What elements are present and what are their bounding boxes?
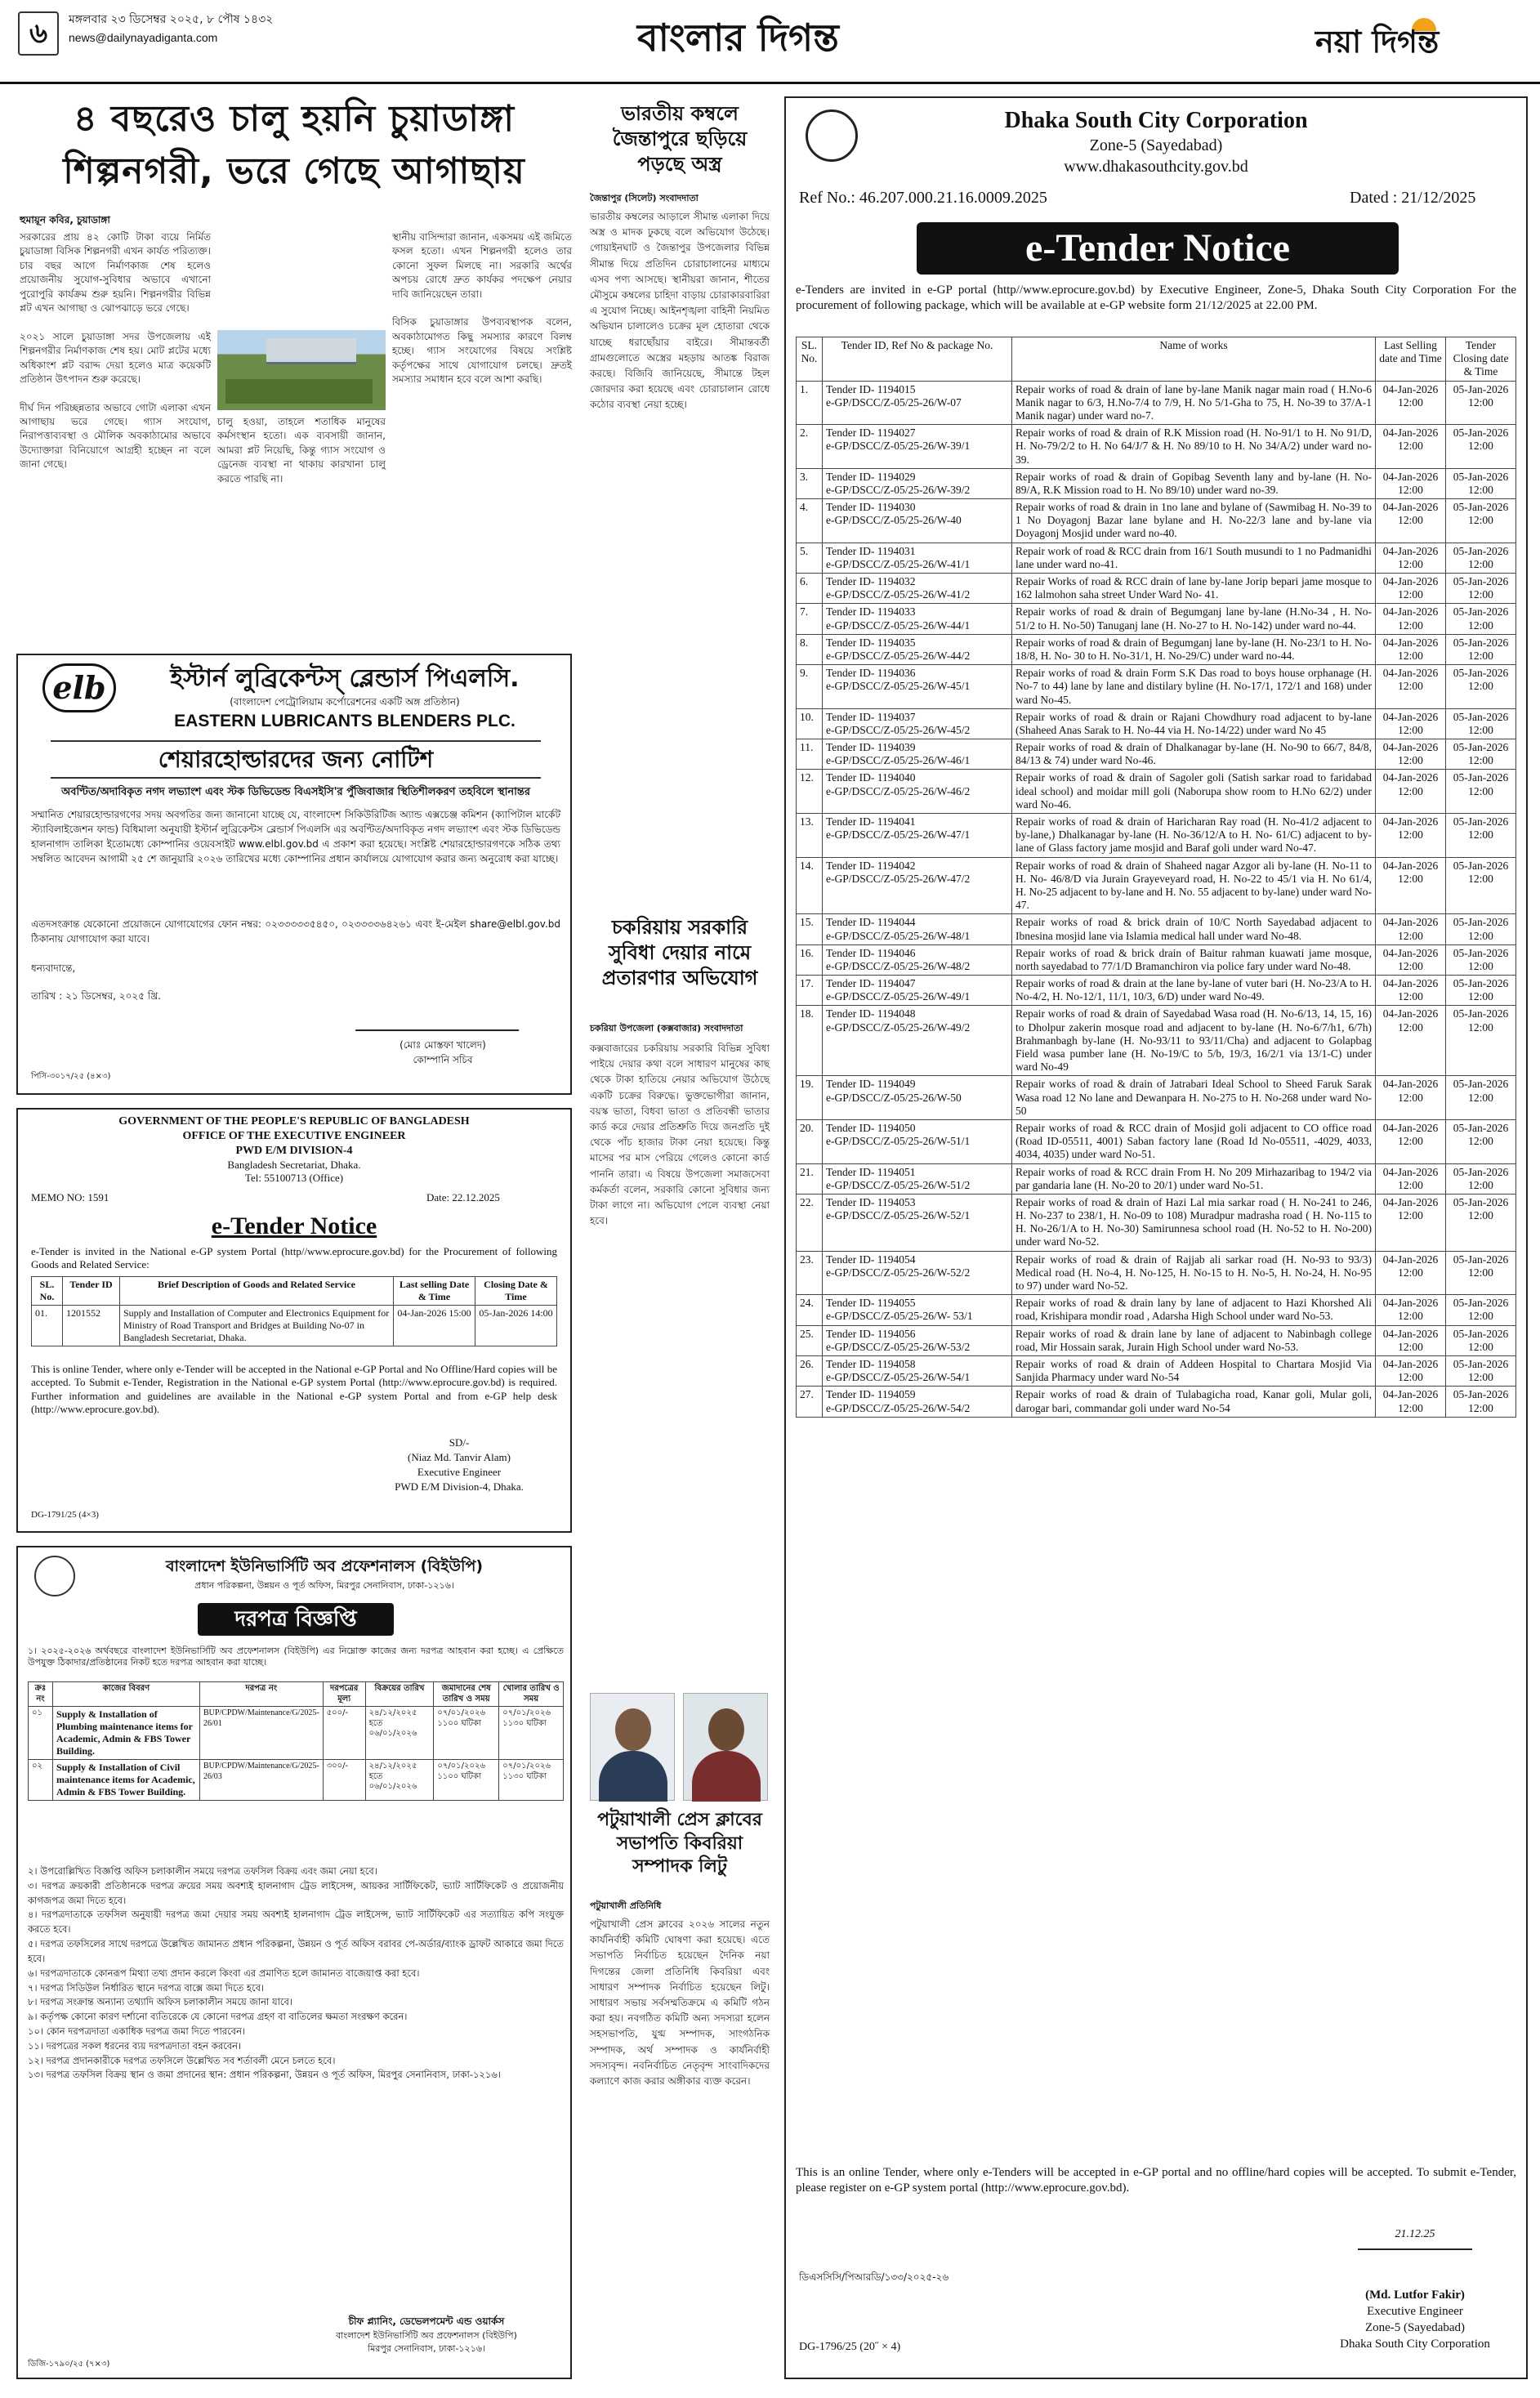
mid3-byline: পটুয়াখালী প্রতিনিধি	[590, 1900, 662, 1911]
header-rule	[0, 82, 1540, 84]
table-header: Tender Closing date & Time	[1446, 337, 1516, 382]
pwd-sign-div: PWD E/M Division-4, Dhaka.	[395, 1480, 524, 1493]
mid3-body: পটুয়াখালী প্রেস ক্লাবের ২০২৬ সালের নতুন কার্যনির্বাহী কমিটি ঘোষণা করা হয়েছে। এতে সভাপতি নির্বাচিত হয়েছেন দৈনিক নয়া দিগন্তের জেলা প্রতিনিধি কিবরিয়া এবং সাধারণ সম্পাদক নির্বাচিত হয়েছেন লিটু। সাধারণ সভায় সর্বসম্মতিক্রমে এ কমিটি গঠন করা হয়। নবগঠিত কমিটি অন্য সদস্যরা হলেন সহসভাপতি, যুগ্ম সম্পাদক, সাংগঠনিক সম্পাদক, অর্থ সম্পাদক ও কার্যনির্বাহী সদস্যবৃন্দ। নবনির্বাচিত নেতৃবৃন্দ সাংবাদিকদের কল্যাণে কাজ করার অঙ্গীকার ব্যক্ত করেন।	[590, 1918, 770, 2087]
pwd-tel: Tel: 55100713 (Office)	[244, 1172, 344, 1184]
bup-term: ৬। দরপত্রদাতাকে কোনরূপ মিথ্যা তথ্য প্রদান করলে কিংবা এর প্রমাণিত হলে জামানত বাজেয়াপ্ত করা হবে।	[28, 1967, 420, 1979]
dscc-web: www.dhakasouthcity.gov.bd	[1064, 158, 1248, 176]
elb-thanks: ধন্যবাদান্তে,	[31, 962, 76, 974]
table-row: 2. Tender ID- 1194027 e-GP/DSCC/Z-05/25-26/W-39/1 Repair works of road & drain of R.K Mission road (H. No-91/1 to H. No 91/D, H. No-79/2/2 to H. No 64/J/7 & H. No 89/10 to H. No 34/A/2) under ward no-39. 04-Jan-2026 12:00 05-Jan-2026 12:00	[797, 425, 1516, 469]
table-row: 12. Tender ID- 1194040 e-GP/DSCC/Z-05/25-26/W-46/2 Repair works of road & drain of Sagoler goli (Satish sarkar road to faridabad ideal school) and moidar mill goli (Naborupa show room to H.No 62/2) under ward No-46. 04-Jan-2026 12:00 05-Jan-2026 12:00	[797, 770, 1516, 814]
mid2-byline: চকরিয়া উপজেলা (কক্সবাজার) সংবাদদাতা	[590, 1023, 743, 1034]
table-row: 4. Tender ID- 1194030 e-GP/DSCC/Z-05/25-26/W-40 Repair works of road & drain in 1no lane and bylane of (Sawmibag H. No-39 to 1 No Doyagonj Bazar lane bylane and H. No-22/3 lane and by-lane via Doyagonj Mosjid under ward no-40. 04-Jan-2026 12:00 05-Jan-2026 12:00	[797, 499, 1516, 543]
dscc-table	[796, 337, 1516, 1418]
mid1-headline: ভারতীয় কম্বলে জৈন্তাপুরে ছড়িয়ে পড়ছে অস্ত্র	[612, 102, 748, 176]
dscc-signature: 21.12.25	[1358, 2227, 1472, 2250]
dscc-ref: Ref No.: 46.207.000.21.16.0009.2025	[799, 189, 1047, 207]
table-header: Closing Date & Time	[475, 1277, 557, 1306]
table-row: ০২ Supply & Installation of Civil maintenance items for Academic, Admin & FBS Tower Building. BUP/CPDW/Maintenance/G/2025-26/03 ৩০০/- ২৪/১২/২০২৫ হতে ০৬/০১/২০২৬ ০৭/০১/২০২৬ ১১০০ ঘটিকা ০৭/০১/২০২৬ ১১৩০ ঘটিকা	[29, 1760, 564, 1801]
pwd-sd: SD/-	[449, 1436, 470, 1449]
pwd-notice	[16, 1108, 572, 1533]
bup-term: ৪। দরপত্রদাতাকে তফসিল অনুযায়ী দরপত্র জমা দেয়ার সময় অবশ্যই হালনাগাদ ট্রেড লাইসেন্স, ভ্যাট সার্টিফিকেট এর সত্যায়িত কপি সংযুক্ত করতে হবে।	[28, 1909, 564, 1936]
table-header: Last selling Date & Time	[394, 1277, 475, 1306]
dscc-sign-name: (Md. Lutfor Fakir)	[1365, 2289, 1465, 2302]
lead-para: ২০২১ সালে চুয়াডাঙ্গা সদর উপজেলায় এই শিল্পনগরীর নির্মাণকাজ শেষ হয়। মোট প্লটের মধ্যে অধিকাংশ প্লট বরাদ্দ দেয়া হলেও মাত্র কয়েকটি প্রতিষ্ঠান উৎপাদন শুরু করেছে।	[20, 330, 211, 385]
elb-body: সম্মানিত শেয়ারহোল্ডারগণের সদয় অবগতির জন্য জানানো যাচ্ছে যে, বাংলাদেশ সিকিউরিটিজ অ্যান্ড এক্সচেঞ্জ কমিশন (ক্যাপিটাল মার্কেট স্ট্যাবিলাইজেশন ফান্ড) বিধিমালা অনুযায়ী ইস্টার্ন লুব্রিকেন্টস ব্লেন্ডার্স পিএলসি এর অবণ্টিত/অদাবিকৃত নগদ লভ্যাংশ এবং স্টক ডিভিডেন্ড হালনাগাদ তালিকা ইতোমধ্যে কোম্পানির ওয়েবসাইট www.elbl.gov.bd এ প্রকাশ করা হয়েছে। সংশ্লিষ্ট শেয়ারহোল্ডারগণকে সঠিক তথ্য সম্বলিত আবেদন আগামী ২৫ শে জানুয়ারি ২০২৬ তারিখের মধ্যে কোম্পানির প্রধান কার্যালয়ে যোগাযোগ করার জন্য অনুরোধ করা যাচ্ছে।	[31, 809, 560, 864]
table-row: 01. 1201552 Supply and Installation of Computer and Electronics Equipment for Ministry of Road Transport and Bridges at Building No-07 in Bangladesh Secretariat, Dhaka. 04-Jan-2026 15:00 05-Jan-2026 14:00	[32, 1306, 557, 1346]
table-header: Tender ID, Ref No & package No.	[823, 337, 1012, 382]
table-row: 10. Tender ID- 1194037 e-GP/DSCC/Z-05/25-26/W-45/2 Repair works of road & drain or Rajani Chowdhury road adjacent to by-lane (Shaheed Anas Sarak to H. No-44 via H. No-14/22) under ward No 45 04-Jan-2026 12:00 05-Jan-2026 12:00	[797, 708, 1516, 739]
table-row: 20. Tender ID- 1194050 e-GP/DSCC/Z-05/25-26/W-51/1 Repair works of road & RCC drain of Mosjid goli adjacent to CO office road (Road ID-05511, 4001) Saban factory lane (Road Id No-05511, -4029, 4033, 4034, 4035) under ward No-51. 04-Jan-2026 12:00 05-Jan-2026 12:00	[797, 1119, 1516, 1163]
news-email: news@dailynayadiganta.com	[69, 31, 218, 44]
table-row: 9. Tender ID- 1194036 e-GP/DSCC/Z-05/25-26/W-45/1 Repair works of road & drain Form S.K Das road to boys house orphanage (H. No-7 to 44) lane by lane and distilary byline (H. No-17/1, 172/1 and 168) under ward No-45. 04-Jan-2026 12:00 05-Jan-2026 12:00	[797, 665, 1516, 709]
lead-headline-1: ৪ বছরেও চালু হয়নি চুয়াডাঙ্গা	[74, 98, 515, 140]
elb-contact: এতদসংক্রান্ত যেকোনো প্রয়োজনে যোগাযোগের ফোন নম্বর: ০২৩৩৩৩৩৫৪৫০, ০২৩৩৩৩৬৪২৬১ এবং ই-মেইল share@elbl.gov.bd ঠিকানায় যোগাযোগ করা যাবে।	[31, 918, 560, 944]
bup-notice	[16, 1546, 572, 2379]
bup-term: ১০। কোন দরপত্রদাতা একাধিক দরপত্র জমা দিতে পারবেন।	[28, 2025, 246, 2037]
lead-para: দীর্ঘ দিন পরিচ্ছন্নতার অভাবে গোটা এলাকা এখন আগাছায় ভরে গেছে। গ্যাস সংযোগ, নিরাপত্তাব্যবস্থা ও মৌলিক অবকাঠামোর অভাবে উদ্যোক্তারা বিনিয়োগে আগ্রহী হচ্ছেন না বলে জানা গেছে।	[20, 401, 211, 471]
pwd-office: OFFICE OF THE EXECUTIVE ENGINEER	[182, 1130, 406, 1142]
bup-sign-title: চীফ প্ল্যানিং, ডেভেলপমেন্ট এন্ড ওয়ার্কস	[348, 2315, 505, 2327]
pwd-sign-title: Executive Engineer	[417, 1466, 502, 1478]
pwd-memo: MEMO NO: 1591	[31, 1191, 109, 1203]
bup-term: ৫। দরপত্র তফসিলের সাথে দরপত্রে উল্লেখিত জামানত প্রধান পরিকল্পনা, উন্নয়ন ও পূর্ত অফিস বরাবর পে-অর্ডার/ব্যাংক ড্রাফট আকারে জমা দিতে হবে।	[28, 1938, 564, 1964]
table-row: 18. Tender ID- 1194048 e-GP/DSCC/Z-05/25-26/W-49/2 Repair works of road & drain of Sayedabad Wasa road (H. No-6/13, 14, 15, 16) to Dholpur zakerin mosque road and adjacent to by-lane (H. No-6/7/h1, 6/7h) Brahmanbagh by-lane (H. No-93/11 to 93/11/Cha) and adjacent to Golapbag Field wasa pumber lane (H. No-19/C to 5/b, 19/3, 16/2/1 via 13/1-C) under ward No-49 04-Jan-2026 12:00 05-Jan-2026 12:00	[797, 1006, 1516, 1076]
dscc-title: Dhaka South City Corporation	[1004, 108, 1308, 133]
pwd-gov: GOVERNMENT OF THE PEOPLE'S REPUBLIC OF BANGLADESH	[118, 1115, 470, 1128]
table-header: খোলার তারিখ ও সময়	[499, 1682, 564, 1707]
dscc-zone: Zone-5 (Sayedabad)	[1089, 136, 1223, 154]
bup-term: ৩। দরপত্র ক্রয়কারী প্রতিষ্ঠানকে দরপত্র ক্রয়ের সময় অবশ্যই হালনাগাদ ট্রেড লাইসেন্স, আয়কর সার্টিফিকেট, ভ্যাট সার্টিফিকেট ও প্রয়োজনীয় কাগজপত্র জমা দিতে হবে।	[28, 1879, 564, 1906]
bup-term: ৮। দরপত্র সংক্রান্ত অন্যান্য তথ্যাদি অফিস চলাকালীন সময়ে জানা যাবে।	[28, 1996, 293, 2008]
bup-logo	[34, 1556, 75, 1596]
pwd-table	[31, 1276, 557, 1346]
table-row: 3. Tender ID- 1194029 e-GP/DSCC/Z-05/25-26/W-39/2 Repair works of road & drain of Gopibag Seventh lany and by-lane (H. No-89/A, R.K Mission road to H. No 89/10) under ward no-39. 04-Jan-2026 12:00 05-Jan-2026 12:00	[797, 468, 1516, 498]
table-header: কাজের বিবরণ	[53, 1682, 200, 1707]
dscc-code: DG-1796/25 (20˝ × 4)	[799, 2341, 901, 2353]
elb-signature	[355, 998, 531, 1031]
elb-code: পিসি-৩০১৭/২৫ (৪×৩)	[31, 1072, 111, 1081]
elb-sign-title: কোম্পানি সচিব	[413, 1054, 473, 1065]
person-photo-2	[683, 1693, 768, 1801]
mid1-byline: জৈন্তাপুর (সিলেট) সংবাদদাতা	[590, 193, 699, 203]
bup-term: ১১। দরপত্রের সকল ধরনের ব্যয় দরপত্রদাতা বহন করবেন।	[28, 2039, 242, 2052]
bup-terms	[28, 1864, 564, 2083]
lead-col-2	[217, 415, 386, 644]
lead-byline: হুমায়ূন কবির, চুয়াডাঙ্গা	[20, 214, 110, 226]
bup-sign-addr: মিরপুর সেনানিবাস, ঢাকা-১২১৬।	[368, 2343, 485, 2354]
bup-term: ১২। দরপত্র প্রদানকারীকে দরপত্র তফসিলে উল্লেখিত সব শর্তাবলী মেনে চলতে হবে।	[28, 2054, 336, 2066]
pwd-sign: (Niaz Md. Tanvir Alam)	[408, 1451, 511, 1463]
table-header: ক্রঃ নং	[29, 1682, 53, 1707]
dscc-intro: e-Tenders are invited in e-GP portal (http//www.eprocure.gov.bd) by Executive Engineer, Zone-5, Dhaka South City Corporation For the procurement of following package, which will be available at e-GP website form 21/12/2025 at 22.00 PM.	[796, 284, 1516, 312]
elb-subhead: অবণ্টিত/অদাবিকৃত নগদ লভ্যাংশ এবং স্টক ডিভিডেন্ড বিএসইসি'র পুঁজিবাজার স্থিতিশীলকরণ তহবিলে স্থানান্তর	[60, 786, 531, 798]
elb-name-en: EASTERN LUBRICANTS BLENDERS PLC.	[174, 712, 516, 730]
page-number: ৬	[18, 11, 59, 56]
table-row: 14. Tender ID- 1194042 e-GP/DSCC/Z-05/25-26/W-47/2 Repair works of road & drain of Shaheed nagar Azgor ali by-lane (H. No-11 to H. No- 46/8/D via Jurain Grayeveyard road, H. No-22 to 45/1 via H. No 61/4, H. No-25 adjacent to by-lane and H. No. 55 adjacent to by-lane) under ward No-47. 04-Jan-2026 12:00 05-Jan-2026 12:00	[797, 857, 1516, 914]
newspaper-logo: নয়া দিগন্ত	[1315, 24, 1440, 60]
pwd-intro: e-Tender is invited in the National e-GP system Portal (http//www.eprocure.gov.bd) for the Procurement of following Goods and Related Service:	[31, 1245, 557, 1271]
dscc-ref2: ডিএসসিসি/পিআরডি/১৩৩/২০২৫-২৬	[799, 2271, 949, 2283]
pwd-date: Date: 22.12.2025	[426, 1191, 500, 1203]
mid1-body: ভারতীয় কম্বলের আড়ালে সীমান্ত এলাকা দিয়ে অস্ত্র ও মাদক ঢুকছে বলে অভিযোগ উঠেছে। গোয়াইনঘাট ও জৈন্তাপুর উপজেলার বিভিন্ন সীমান্ত দিয়ে প্রতিদিন চোরাচালানের মাধ্যমে এসব পণ্য আসছে। স্থানীয়রা জানান, শীতের মৌসুমে কম্বলের চাহিদা বাড়ায় চোরাকারবারিরা এ সুযোগ নিচ্ছে। আইনশৃঙ্খলা বাহিনী নিয়মিত অভিযান চালালেও চক্রের মূল হোতারা থেকে যাচ্ছে ধরাছোঁয়ার বাইরে। সীমান্তবর্তী গ্রামগুলোতে অস্ত্রের মহড়ায় আতঙ্ক বিরাজ করছে। বিজিবি জানিয়েছে, সীমান্তে টহল জোরদার করা হয়েছে এবং চোরাচালান রোধে কঠোর ব্যবস্থা নেয়া হচ্ছে।	[590, 211, 770, 411]
bup-term: ২। উপরোল্লিখিত বিজ্ঞপ্তি অফিস চলাকালীন সময়ে দরপত্র তফসিল বিক্রয় এবং জমা নেয়া হবে।	[28, 1865, 377, 1877]
bup-term: ৯। কর্তৃপক্ষ কোনো কারণ দর্শানো ব্যতিরেকে যে কোনো দরপত্র গ্রহণ বা বাতিলের ক্ষমতা সংরক্ষণ করেন।	[28, 2011, 408, 2023]
table-header: দরপত্র নং	[200, 1682, 324, 1707]
table-header: Last Selling date and Time	[1376, 337, 1446, 382]
bup-name: বাংলাদেশ ইউনিভার্সিটি অব প্রফেশনালস (বিইউপি)	[165, 1557, 484, 1575]
elb-date: তারিখ : ২১ ডিসেম্বর, ২০২৫ খ্রি.	[31, 990, 161, 1002]
table-header: SL. No.	[32, 1277, 63, 1306]
pwd-note: This is online Tender, where only e-Tender will be accepted in the National e-GP Portal and No Offline/Hard copies will be accepted. To Submit e-Tender, Registration in the National e-GP system Portal (http://www.eprocure.gov.bd) is required. Further information and guidelines are available in the National e-GP system Portal and from e-GP help desk (http://www.eprocure.gov.bd).	[31, 1363, 557, 1415]
table-row: 11. Tender ID- 1194039 e-GP/DSCC/Z-05/25-26/W-46/1 Repair works of road & drain of Dhalkanagar by-lane (H. No-90 to 66/7, 84/8, 84/13 & 74) under ward No-46. 04-Jan-2026 12:00 05-Jan-2026 12:00	[797, 739, 1516, 770]
table-row: 13. Tender ID- 1194041 e-GP/DSCC/Z-05/25-26/W-47/1 Repair works of road & drain of Haricharan Ray road (H. No-41/2 adjacent to by-lane,) Dhalkanagar by-lane (H. No-36/12/A to H. No- 61/C) adjacent to by-lane of Glass factory jame mosjid and Baraf goli under ward No-47. 04-Jan-2026 12:00 05-Jan-2026 12:00	[797, 814, 1516, 858]
issue-date: মঙ্গলবার ২৩ ডিসেম্বর ২০২৫, ৮ পৌষ ১৪৩২	[69, 13, 274, 26]
bup-term: ৭। দরপত্র সিডিউল নির্ধারিত স্থানে দরপত্র বাক্সে জমা দিতে হবে।	[28, 1981, 265, 1994]
lead-col-1	[20, 230, 211, 639]
table-row: 26. Tender ID- 1194058 e-GP/DSCC/Z-05/25-26/W-54/1 Repair works of road & drain of Addeen Hospital to Chartara Mosjid Via Sanjida Pharmacy under ward No-54 04-Jan-2026 12:00 05-Jan-2026 12:00	[797, 1355, 1516, 1386]
table-header: দরপত্রের মূল্য	[323, 1682, 365, 1707]
table-row: 23. Tender ID- 1194054 e-GP/DSCC/Z-05/25-26/W-52/2 Repair works of road & drain of Rajjab ali sarkar road (H. No-93 to 93/3) Medical road (H. No-4, H. No-125, H. No-15 to H. No-5, H. No-24, H. No-95 to 97) under ward No-52. 04-Jan-2026 12:00 05-Jan-2026 12:00	[797, 1251, 1516, 1295]
dscc-note: This is an online Tender, where only e-Tenders will be accepted in e-GP portal and no offline/hard copies will be accepted. To submit e-Tender, please register on e-GP system portal (http://www.eprocure.gov.bd).	[796, 2166, 1516, 2195]
elb-logo: elb	[42, 663, 116, 712]
table-row: 6. Tender ID- 1194032 e-GP/DSCC/Z-05/25-26/W-41/2 Repair Works of road & RCC drain of lane by-lane Jorip bepari jame mosque to 162 lalmohon saha street Under Ward No- 41. 04-Jan-2026 12:00 05-Jan-2026 12:00	[797, 574, 1516, 604]
section-title: বাংলার দিগন্ত	[637, 16, 839, 60]
table-header: বিক্রয়ের তারিখ	[365, 1682, 434, 1707]
lead-col-3	[392, 230, 572, 639]
dscc-banner: e-Tender Notice	[917, 222, 1399, 275]
table-row: 25. Tender ID- 1194056 e-GP/DSCC/Z-05/25-26/W-53/2 Repair works of road & drain lane by lane of adjacent to Nabinbagh college road, Mir Hossain sarak, Jurain High School under ward No-53. 04-Jan-2026 12:00 05-Jan-2026 12:00	[797, 1325, 1516, 1355]
dscc-sign-org: Dhaka South City Corporation	[1340, 2338, 1490, 2351]
bup-term: ১৩। দরপত্র তফসিল বিক্রয় স্থান ও জমা প্রদানের স্থান: প্রধান পরিকল্পনা, উন্নয়ন ও পূর্ত অফিস, মিরপুর সেনানিবাস, ঢাকা-১২১৬।	[28, 2069, 501, 2081]
table-row: 8. Tender ID- 1194035 e-GP/DSCC/Z-05/25-26/W-44/2 Repair works of road & drain of Begumganj lane by-lane (H. No-23/1 to H. No-18/8, H. No- 30 to H. No-31/1, H. No-29/C) under ward no-44. 04-Jan-2026 12:00 05-Jan-2026 12:00	[797, 634, 1516, 664]
lead-para: চালু হওয়া, তাহলে শতাধিক মানুষের কর্মসংস্থান হতো। এক ব্যবসায়ী জানান, আমরা প্লট নিয়েছি, কিন্তু গ্যাস সংযোগ ও ড্রেনেজ ব্যবস্থা না থাকায় কারখানা চালু করতে পারছি না।	[217, 416, 386, 485]
pwd-code: DG-1791/25 (4×3)	[31, 1510, 99, 1520]
table-row: 22. Tender ID- 1194053 e-GP/DSCC/Z-05/25-26/W-52/1 Repair works of road & drain of Hazi Lal mia sarkar road ( H. No-241 to 246, H. No-237 to 238/1, H. No-09 to 108) Muradpur madrasha road ( H. No-115 to H. No-26/1/A to H. No-30) Samirunnesa school road (H. No-52 to H. No-200) under ward No-52. 04-Jan-2026 12:00 05-Jan-2026 12:00	[797, 1194, 1516, 1251]
pwd-division: PWD E/M DIVISION-4	[235, 1145, 353, 1157]
mid2-headline: চকরিয়ায় সরকারি সুবিধা দেয়ার নামে প্রতারণার অভিযোগ	[601, 916, 758, 990]
table-row: 16. Tender ID- 1194046 e-GP/DSCC/Z-05/25-26/W-48/2 Repair works of road & brick drain of Baitur rahman kuawati jame mosque, north sayedabad to 77/1/D Bramanchiron via police fary under ward No-48. 04-Jan-2026 12:00 05-Jan-2026 12:00	[797, 944, 1516, 975]
table-header: Name of works	[1012, 337, 1376, 382]
bup-intro: ১। ২০২৫-২০২৬ অর্থবছরে বাংলাদেশ ইউনিভার্সিটি অব প্রফেশনালস (বিইউপি) এর নিম্নোক্ত কাজের জন্য দরপত্র আহবান করা হচ্ছে। এ প্রেক্ষিতে উপযুক্ত ঠিকাদার/প্রতিষ্ঠানের নিকট হতে দরপত্র আহবান করা যাচ্ছে।	[28, 1646, 564, 1668]
table-header: SL. No.	[797, 337, 823, 382]
elb-notice	[16, 654, 572, 1095]
dscc-sign-zone: Zone-5 (Sayedabad)	[1364, 2321, 1466, 2334]
table-row: 19. Tender ID- 1194049 e-GP/DSCC/Z-05/25-26/W-50 Repair works of road & drain of Jatrabari Ideal School to Sheed Faruk Sarak Wasa road 12 No lane and Dewanpara H. No-275 to H. No-268 under ward No-50 04-Jan-2026 12:00 05-Jan-2026 12:00	[797, 1076, 1516, 1120]
dscc-notice	[784, 96, 1528, 2379]
table-header: জমাদানের শেষ তারিখ ও সময়	[434, 1682, 499, 1707]
lead-photo	[217, 330, 386, 410]
pwd-address: Bangladesh Secretariat, Dhaka.	[227, 1159, 361, 1171]
lead-para: সরকারের প্রায় ৪২ কোটি টাকা ব্যয়ে নির্মিত চুয়াডাঙ্গা বিসিক শিল্পনগরী এখন কার্যত পরিত্যক্ত। চার বছর আগে নির্মাণকাজ শেষ হলেও প্রয়োজনীয় সুযোগ-সুবিধার অভাবে এখানো পুরোপুরি কার্যক্রম শুরু হয়নি। শিল্পনগরীর বিভিন্ন প্লট এখন আগাছা ও ঝোপঝাড়ে ভরে গেছে।	[20, 231, 211, 314]
elb-subtitle: (বাংলাদেশ পেট্রোলিয়াম কর্পোরেশনের একটি অঙ্গ প্রতিষ্ঠান)	[230, 696, 460, 708]
bup-title: দরপত্র বিজ্ঞপ্তি	[198, 1603, 394, 1636]
table-row: 17. Tender ID- 1194047 e-GP/DSCC/Z-05/25-26/W-49/1 Repair works of road & drain at the lane by-lane of vuter bari (H. No-23/A to H. No-4/2, H. No-12/1, 11/1, 10/3, 6/D) under ward No-49. 04-Jan-2026 12:00 05-Jan-2026 12:00	[797, 976, 1516, 1006]
table-row: 27. Tender ID- 1194059 e-GP/DSCC/Z-05/25-26/W-54/2 Repair works of road & drain of Tulabagicha road, Kanar goli, Mular goli, darogar bari, commandar goli under ward No-54 04-Jan-2026 12:00 05-Jan-2026 12:00	[797, 1387, 1516, 1417]
table-row: 15. Tender ID- 1194044 e-GP/DSCC/Z-05/25-26/W-48/1 Repair works of road & brick drain of 10/C North Sayedabad adjacent to Ibnesina mosjid lane via Islamia medical hall under ward No-48. 04-Jan-2026 12:00 05-Jan-2026 12:00	[797, 914, 1516, 944]
lead-para: স্থানীয় বাসিন্দারা জানান, একসময় এই জমিতে ফসল হতো। এখন শিল্পনগরী হলেও তার কোনো সুফল মিলছে না। সরকারি অর্থের অপচয় রোধে দ্রুত কার্যকর পদক্ষেপ নেয়ার দাবি জানিয়েছেন তারা।	[392, 231, 572, 300]
elb-notice-title: শেয়ারহোল্ডারদের জন্য নোটিশ	[51, 740, 541, 779]
pwd-title: e-Tender Notice	[211, 1212, 377, 1239]
bup-sign-org: বাংলাদেশ ইউনিভার্সিটি অব প্রফেশনালস (বিইউপি)	[336, 2330, 517, 2341]
person-photo-1	[590, 1693, 675, 1801]
table-header: Brief Description of Goods and Related Service	[120, 1277, 394, 1306]
table-header: Tender ID	[63, 1277, 120, 1306]
lead-headline-2: শিল্পনগরী, ভরে গেছে আগাছায়	[63, 150, 525, 192]
dscc-dated: Dated : 21/12/2025	[1350, 189, 1476, 207]
bup-code: ডিজি-১৭৯০/২৫ (৭×৩)	[28, 2360, 110, 2369]
dscc-sign-title: Executive Engineer	[1367, 2305, 1463, 2318]
table-row: 5. Tender ID- 1194031 e-GP/DSCC/Z-05/25-26/W-41/1 Repair work of road & RCC drain from 16/1 South musundi to 1 no Padmanidhi lane under ward no-41. 04-Jan-2026 12:00 05-Jan-2026 12:00	[797, 543, 1516, 573]
table-row: 24. Tender ID- 1194055 e-GP/DSCC/Z-05/25-26/W- 53/1 Repair works of road & drain lany by lane of adjacent to Hazi Khorshed Ali road, Krishipara mondir road , Adarsha High School under ward No-53. 04-Jan-2026 12:00 05-Jan-2026 12:00	[797, 1295, 1516, 1325]
table-row: ০১ Supply & Installation of Plumbing maintenance items for Academic, Admin & FBS Tower Building. BUP/CPDW/Maintenance/G/2025-26/01 ৫০০/- ২৪/১২/২০২৫ হতে ০৬/০১/২০২৬ ০৭/০১/২০২৬ ১১০০ ঘটিকা ০৭/০১/২০২৬ ১১৩০ ঘটিকা	[29, 1707, 564, 1760]
mid3-headline: পটুয়াখালী প্রেস ক্লাবের সভাপতি কিবরিয়া সম্পাদক লিটু	[597, 1810, 762, 1878]
mid2-body: কক্সবাজারের চকরিয়ায় সরকারি বিভিন্ন সুবিধা পাইয়ে দেয়ার কথা বলে সাধারণ মানুষের কাছ থেকে টাকা হাতিয়ে নেয়ার অভিযোগ উঠেছে একটি চক্রের বিরুদ্ধে। ভুক্তভোগীরা জানান, বয়স্ক ভাতা, বিধবা ভাতা ও প্রতিবন্ধী ভাতার কার্ড করে দেয়ার প্রতিশ্রুতি দিয়ে জনপ্রতি দুই থেকে পাঁচ হাজার টাকা নেয়া হয়েছে। কিন্তু মাসের পর মাস পেরিয়ে গেলেও কোনো কার্ড পাননি তারা। এ বিষয়ে উপজেলা সমাজসেবা কর্মকর্তা বলেন, সরকারি কোনো সুবিধার জন্য টাকা লাগে না। অভিযোগ পেলে ব্যবস্থা নেয়া হবে।	[590, 1043, 770, 1227]
lead-para: বিসিক চুয়াডাঙ্গার উপব্যবস্থাপক বলেন, অবকাঠামোগত কিছু সমস্যার কারণে বিলম্ব হচ্ছে। গ্যাস সংযোগের বিষয়ে সংশ্লিষ্ট কর্তৃপক্ষের সাথে যোগাযোগ চলছে। দ্রুতই সমস্যার সমাধান হবে বলে আশা করছি।	[392, 316, 572, 385]
table-row: 7. Tender ID- 1194033 e-GP/DSCC/Z-05/25-26/W-44/1 Repair works of road & drain of Begumganj lane by-lane (H.No-34 , H. No-51/2 to H. No-50) Tanuganj lane (H. No-27 to H. No-142) under ward no-44. 04-Jan-2026 12:00 05-Jan-2026 12:00	[797, 604, 1516, 634]
bup-sub: প্রধান পরিকল্পনা, উন্নয়ন ও পূর্ত অফিস, মিরপুর সেনানিবাস, ঢাকা-১২১৬।	[194, 1580, 454, 1591]
elb-sign-name: (মোঃ মোস্তফা খালেদ)	[400, 1039, 486, 1051]
bup-table	[28, 1681, 564, 1801]
table-row: 21. Tender ID- 1194051 e-GP/DSCC/Z-05/25-26/W-51/2 Repair works of road & RCC drain From H. No 209 Mirhazaribag to 194/2 via par gandaria lane (H. No-20 to 20/1) under ward No-51. 04-Jan-2026 12:00 05-Jan-2026 12:00	[797, 1163, 1516, 1194]
elb-name-bn: ইস্টার্ন লুব্রিকেন্টস্ ব্লেন্ডার্স পিএলসি.	[170, 664, 520, 693]
table-row: 1. Tender ID- 1194015 e-GP/DSCC/Z-05/25-26/W-07 Repair works of road & drain of lane by-lane Manik nagar main road ( H.No-6 Manik nagar to 6/3, H.No-7/4 to 7/9, H. No 5/1-Gha to 75, H. No-39 to 37/A-1 Manik nagar) under ward no-7. 04-Jan-2026 12:00 05-Jan-2026 12:00	[797, 381, 1516, 425]
